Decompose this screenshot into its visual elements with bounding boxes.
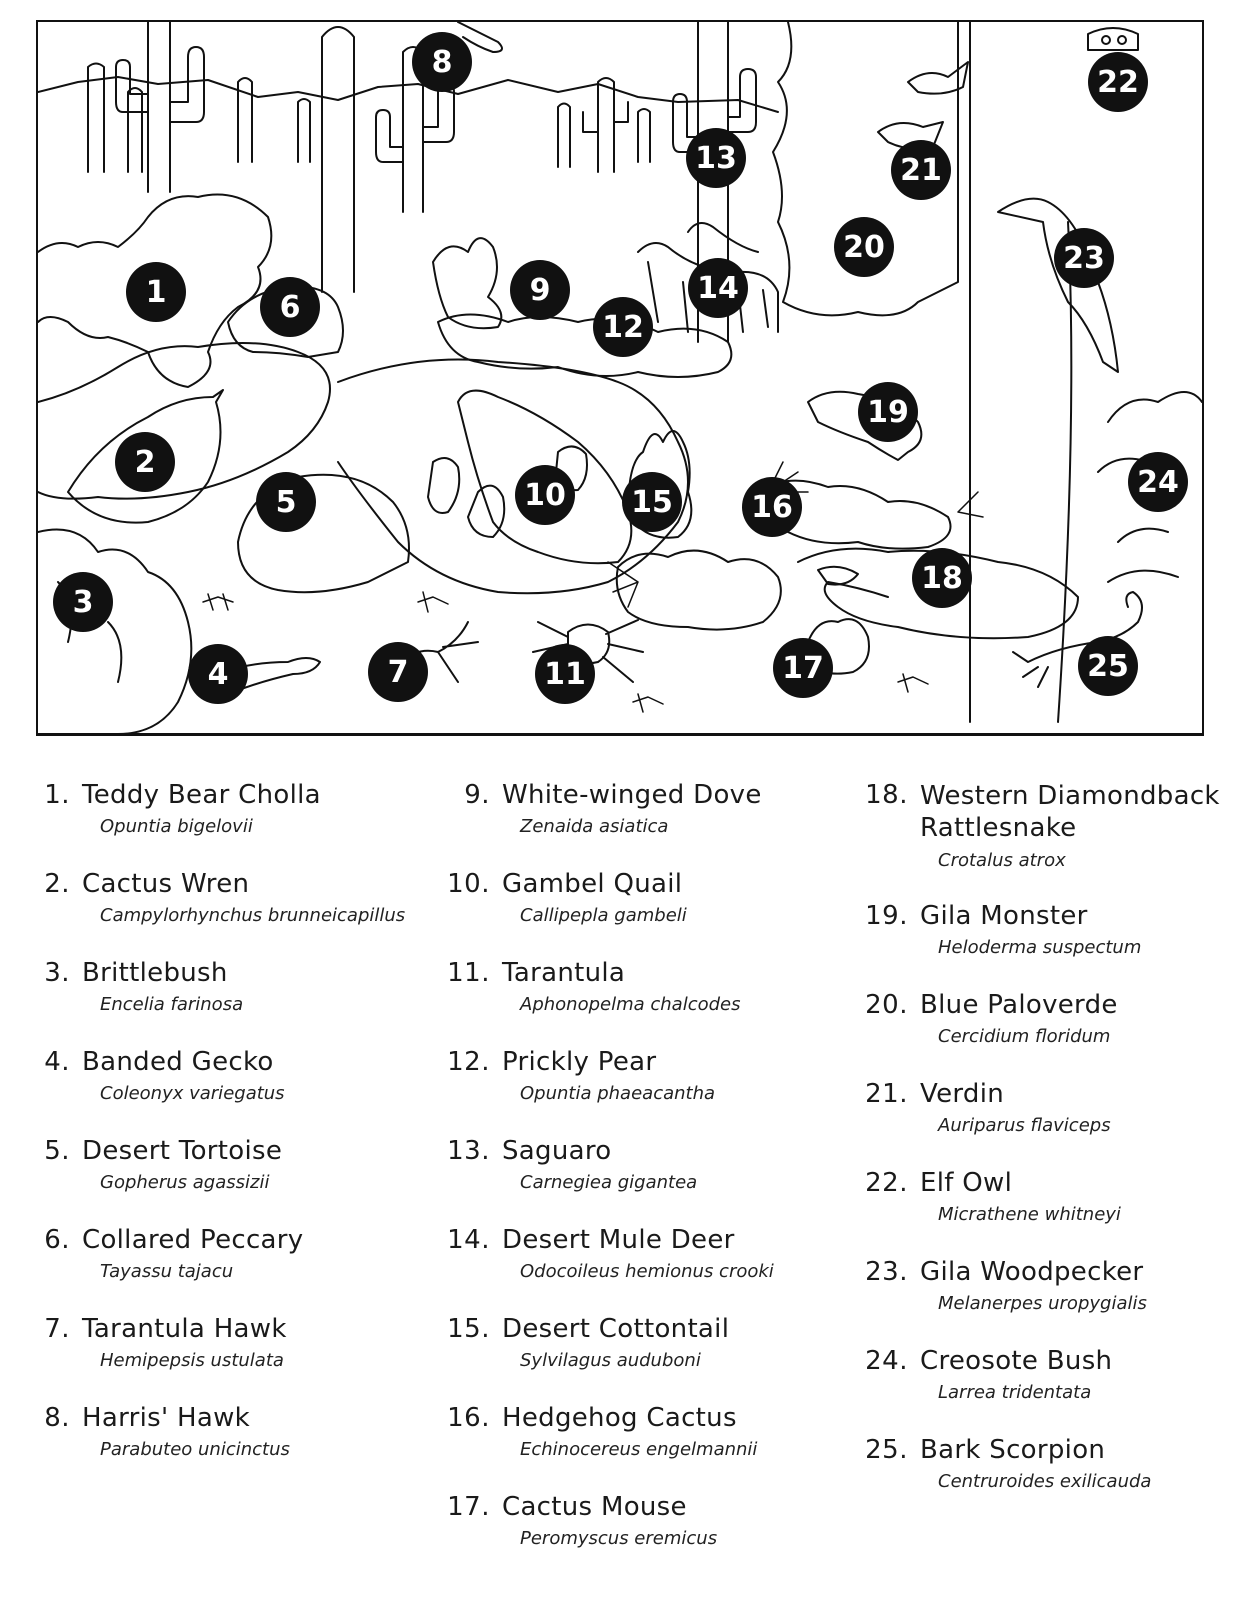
- legend-common-name: Creosote Bush: [920, 1346, 1113, 1376]
- marker-10: 10: [515, 465, 575, 525]
- legend-common-name: Elf Owl: [920, 1168, 1013, 1198]
- marker-11: 11: [535, 644, 595, 704]
- legend-scientific-name: Echinocereus engelmannii: [520, 1439, 758, 1460]
- legend-number: 25.: [865, 1435, 908, 1465]
- legend-number: 11.: [447, 958, 490, 988]
- legend-common-name: Hedgehog Cactus: [502, 1403, 737, 1433]
- marker-15: 15: [622, 472, 682, 532]
- gila-woodpecker: [998, 199, 1118, 372]
- legend-common-name: Prickly Pear: [502, 1047, 657, 1077]
- legend-number: 22.: [865, 1168, 908, 1198]
- legend-common-name: Teddy Bear Cholla: [82, 780, 321, 810]
- legend-common-name: Collared Peccary: [82, 1225, 304, 1255]
- legend-scientific-name: Cercidium floridum: [938, 1026, 1111, 1047]
- legend-number: 20.: [865, 990, 908, 1020]
- legend-scientific-name: Auriparus flaviceps: [938, 1115, 1111, 1136]
- legend-scientific-name: Melanerpes uropygialis: [938, 1293, 1147, 1314]
- desert-scene-illustration: [36, 20, 1204, 736]
- legend-number: 4.: [44, 1047, 70, 1077]
- legend-scientific-name: Encelia farinosa: [100, 994, 244, 1015]
- marker-2: 2: [115, 432, 175, 492]
- legend-common-name: Gila Monster: [920, 901, 1088, 931]
- verdin-bird: [878, 62, 968, 149]
- legend-common-name: Desert Tortoise: [82, 1136, 283, 1166]
- legend-common-name: Blue Paloverde: [920, 990, 1118, 1020]
- legend-scientific-name: Hemipepsis ustulata: [100, 1350, 284, 1371]
- legend-number: 2.: [44, 869, 70, 899]
- legend-common-name: Harris' Hawk: [82, 1403, 250, 1433]
- saguaro-tall: [322, 27, 354, 292]
- legend-number: 10.: [447, 869, 490, 899]
- legend-common-name: Saguaro: [502, 1136, 612, 1166]
- legend-scientific-name: Micrathene whitneyi: [938, 1204, 1121, 1225]
- legend-number: 23.: [865, 1257, 908, 1287]
- marker-3: 3: [53, 572, 113, 632]
- marker-13: 13: [686, 128, 746, 188]
- tree-trunk: [970, 22, 1071, 722]
- marker-5: 5: [256, 472, 316, 532]
- legend-common-name: Banded Gecko: [82, 1047, 274, 1077]
- legend-common-name: Gila Woodpecker: [920, 1257, 1144, 1287]
- marker-18: 18: [912, 548, 972, 608]
- legend-scientific-name: Coleonyx variegatus: [100, 1083, 285, 1104]
- marker-24: 24: [1128, 452, 1188, 512]
- legend-number: 24.: [865, 1346, 908, 1376]
- marker-17: 17: [773, 638, 833, 698]
- background-saguaros: [88, 64, 650, 173]
- legend-number: 18.: [865, 780, 908, 810]
- legend-scientific-name: Opuntia phaeacantha: [520, 1083, 716, 1104]
- legend-scientific-name: Aphonopelma chalcodes: [520, 994, 741, 1015]
- legend-number: 7.: [44, 1314, 70, 1344]
- legend-number: 1.: [44, 780, 70, 810]
- legend-scientific-name: Sylvilagus auduboni: [520, 1350, 701, 1371]
- legend-common-name: Western Diamondback Rattlesnake: [920, 781, 1220, 843]
- marker-6: 6: [260, 277, 320, 337]
- legend-common-name: White-winged Dove: [502, 780, 762, 810]
- legend-scientific-name: Larrea tridentata: [938, 1382, 1092, 1403]
- legend-number: 9.: [464, 780, 490, 810]
- marker-23: 23: [1054, 228, 1114, 288]
- marker-21: 21: [891, 140, 951, 200]
- legend-number: 19.: [865, 901, 908, 931]
- marker-22: 22: [1088, 52, 1148, 112]
- legend-scientific-name: Parabuteo unicinctus: [100, 1439, 290, 1460]
- legend-number: 13.: [447, 1136, 490, 1166]
- legend-number: 14.: [447, 1225, 490, 1255]
- marker-19: 19: [858, 382, 918, 442]
- marker-8: 8: [412, 32, 472, 92]
- marker-1: 1: [126, 262, 186, 322]
- legend-common-name: Tarantula: [502, 958, 626, 988]
- marker-16: 16: [742, 477, 802, 537]
- legend-number: 17.: [447, 1492, 490, 1522]
- hedgehog-cactus: [617, 551, 781, 630]
- marker-9: 9: [510, 260, 570, 320]
- legend-scientific-name: Crotalus atrox: [938, 850, 1066, 871]
- elf-owl: [1088, 28, 1138, 50]
- legend-common-name: Desert Mule Deer: [502, 1225, 735, 1255]
- brittlebush: [38, 530, 191, 735]
- legend-number: 15.: [447, 1314, 490, 1344]
- legend-number: 12.: [447, 1047, 490, 1077]
- legend-common-name: Tarantula Hawk: [82, 1314, 287, 1344]
- marker-12: 12: [593, 297, 653, 357]
- legend-number: 8.: [44, 1403, 70, 1433]
- legend-scientific-name: Gopherus agassizii: [100, 1172, 270, 1193]
- legend-common-name: Bark Scorpion: [920, 1435, 1106, 1465]
- legend-scientific-name: Callipepla gambeli: [520, 905, 687, 926]
- legend-scientific-name: Zenaida asiatica: [520, 816, 669, 837]
- legend-number: 21.: [865, 1079, 908, 1109]
- legend-common-name: Cactus Wren: [82, 869, 250, 899]
- marker-20: 20: [834, 217, 894, 277]
- marker-7: 7: [368, 642, 428, 702]
- legend-number: 6.: [44, 1225, 70, 1255]
- legend-scientific-name: Carnegiea gigantea: [520, 1172, 698, 1193]
- legend-common-name: Gambel Quail: [502, 869, 683, 899]
- legend-common-name: Verdin: [920, 1079, 1005, 1109]
- legend-number: 16.: [447, 1403, 490, 1433]
- legend-scientific-name: Opuntia bigelovii: [100, 816, 253, 837]
- marker-25: 25: [1078, 636, 1138, 696]
- legend-number: 5.: [44, 1136, 70, 1166]
- marker-14: 14: [688, 258, 748, 318]
- scene-line-art: [38, 22, 1202, 734]
- legend-common-name: Cactus Mouse: [502, 1492, 687, 1522]
- legend-scientific-name: Peromyscus eremicus: [520, 1528, 718, 1549]
- legend-common-name: Brittlebush: [82, 958, 228, 988]
- saguaro-left: [116, 22, 204, 192]
- legend-scientific-name: Heloderma suspectum: [938, 937, 1142, 958]
- legend-scientific-name: Campylorhynchus brunneicapillus: [100, 905, 406, 926]
- legend-common-name: Desert Cottontail: [502, 1314, 730, 1344]
- legend-scientific-name: Tayassu tajacu: [100, 1261, 234, 1282]
- legend-number: 3.: [44, 958, 70, 988]
- legend-scientific-name: Odocoileus hemionus crooki: [520, 1261, 774, 1282]
- legend-scientific-name: Centruroides exilicauda: [938, 1471, 1152, 1492]
- marker-4: 4: [188, 644, 248, 704]
